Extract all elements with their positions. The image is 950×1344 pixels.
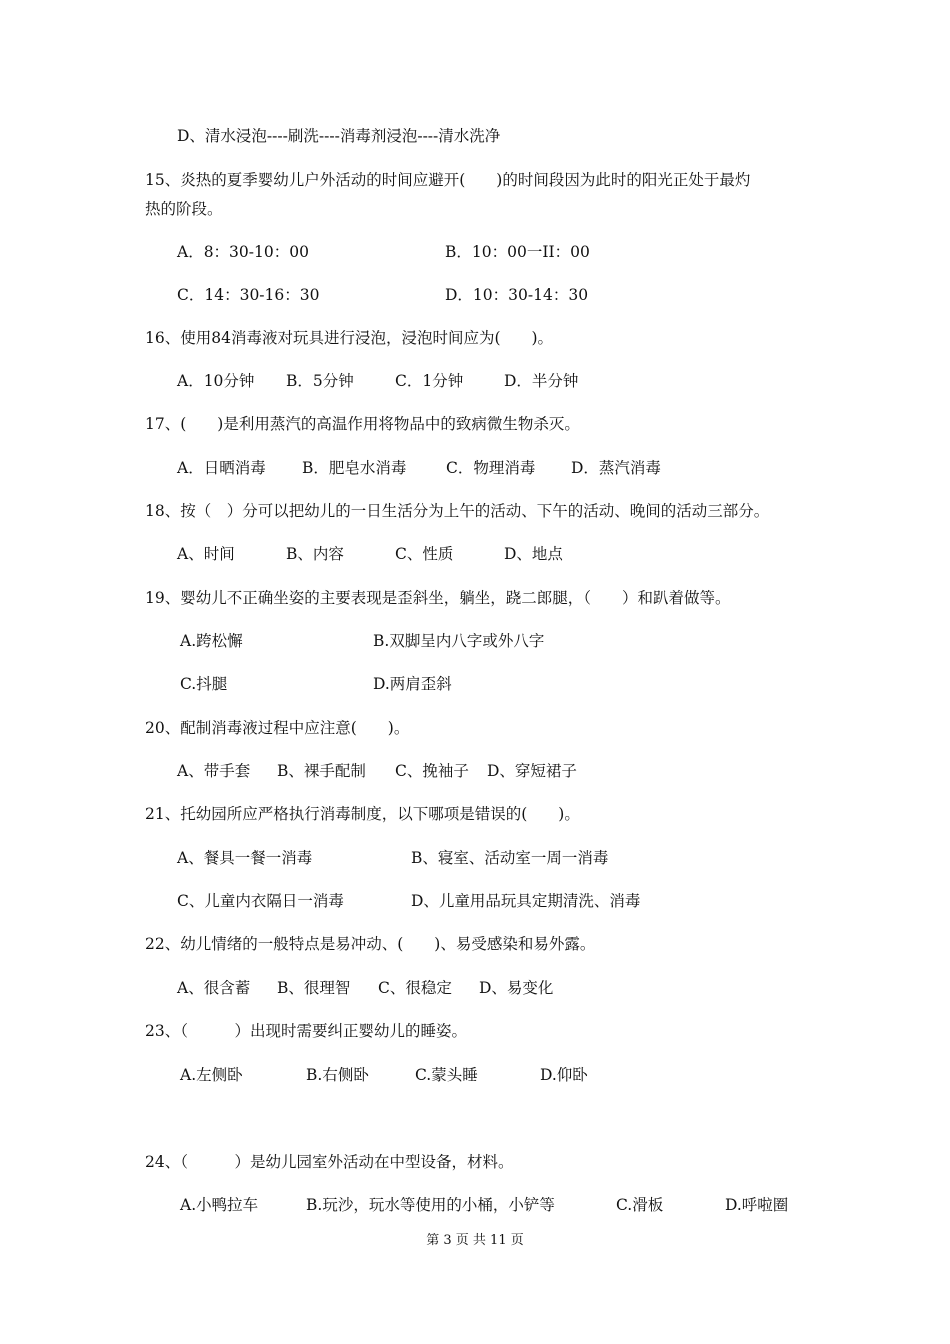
q23-text: 23、（ ）出现时需要纠正婴幼儿的睡姿。 — [145, 1022, 467, 1040]
q15-text-line2: 热的阶段。 — [145, 200, 223, 218]
q22-option-b: B、很理智 — [277, 979, 351, 997]
page-number-footer: 第 3 页 共 11 页 — [426, 1233, 524, 1248]
q16-option-c: C．1分钟 — [395, 372, 464, 390]
q21-option-a: A、餐具一餐一消毒 — [177, 849, 313, 867]
q16-option-b: B．5分钟 — [286, 372, 354, 390]
q18-option-b: B、内容 — [286, 545, 344, 563]
q17-option-b: B．肥皂水消毒 — [302, 459, 407, 477]
q20-option-a: A、带手套 — [177, 762, 251, 780]
q19-option-d: D.两肩歪斜 — [373, 675, 452, 693]
q21-text: 21、托幼园所应严格执行消毒制度，以下哪项是错误的( )。 — [145, 805, 580, 823]
q15-option-c: C．14：30-16：30 — [177, 286, 320, 304]
q19-option-c: C.抖腿 — [180, 675, 228, 693]
q16-text: 16、使用84消毒液对玩具进行浸泡，浸泡时间应为( )。 — [145, 329, 554, 347]
q23-option-a: A.左侧卧 — [180, 1066, 243, 1084]
q22-option-d: D、易变化 — [479, 979, 554, 997]
q17-text: 17、( )是利用蒸汽的高温作用将物品中的致病微生物杀灭。 — [145, 415, 580, 433]
q21-option-d: D、儿童用品玩具定期清洗、消毒 — [411, 892, 641, 910]
q21-option-b: B、寝室、活动室一周一消毒 — [411, 849, 609, 867]
q15-option-b: B．10：00一II：00 — [445, 243, 590, 261]
q17-option-c: C．物理消毒 — [446, 459, 536, 477]
q18-text: 18、按（ ）分可以把幼儿的一日生活分为上午的活动、下午的活动、晚间的活动三部分。 — [145, 502, 770, 520]
q17-option-a: A．日晒消毒 — [177, 459, 266, 477]
q20-option-c: C、挽袖子 — [395, 762, 469, 780]
q24-option-a: A.小鸭拉车 — [180, 1196, 259, 1214]
q20-option-b: B、裸手配制 — [277, 762, 366, 780]
q21-option-c: C、儿童内衣隔日一消毒 — [177, 892, 344, 910]
q24-option-d: D.呼啦圈 — [725, 1196, 789, 1214]
q15-option-d: D．10：30-14：30 — [445, 286, 589, 304]
q19-option-b: B.双脚呈内八字或外八字 — [373, 632, 545, 650]
q18-option-a: A、时间 — [177, 545, 235, 563]
q24-option-c: C.滑板 — [616, 1196, 664, 1214]
q14-option-d: D、清水浸泡----刷洗----消毒剂浸泡----清水洗净 — [177, 127, 501, 145]
q17-option-d: D．蒸汽消毒 — [571, 459, 661, 477]
q24-text: 24、（ ）是幼儿园室外活动在中型设备，材料。 — [145, 1153, 514, 1171]
q23-option-d: D.仰卧 — [540, 1066, 588, 1084]
q15-option-a: A．8：30-10：00 — [177, 243, 309, 261]
q18-option-d: D、地点 — [504, 545, 563, 563]
q15-text-line1: 15、炎热的夏季婴幼儿户外活动的时间应避开( )的时间段因为此时的阳光正处于最灼 — [145, 171, 751, 189]
q22-text: 22、幼儿情绪的一般特点是易冲动、( )、易受感染和易外露。 — [145, 935, 596, 953]
q22-option-c: C、很稳定 — [378, 979, 452, 997]
q24-option-b: B.玩沙，玩水等使用的小桶，小铲等 — [306, 1196, 555, 1214]
q16-option-d: D．半分钟 — [504, 372, 579, 390]
q19-text: 19、婴幼儿不正确坐姿的主要表现是歪斜坐，躺坐，跷二郎腿，（ ）和趴着做等。 — [145, 589, 731, 607]
q23-option-b: B.右侧卧 — [306, 1066, 369, 1084]
q23-option-c: C.蒙头睡 — [415, 1066, 478, 1084]
q19-option-a: A.跨松懈 — [180, 632, 243, 650]
q20-text: 20、配制消毒液过程中应注意( )。 — [145, 719, 410, 737]
q16-option-a: A．10分钟 — [177, 372, 255, 390]
q22-option-a: A、很含蓄 — [177, 979, 251, 997]
q20-option-d: D、穿短裙子 — [487, 762, 577, 780]
q18-option-c: C、性质 — [395, 545, 454, 563]
